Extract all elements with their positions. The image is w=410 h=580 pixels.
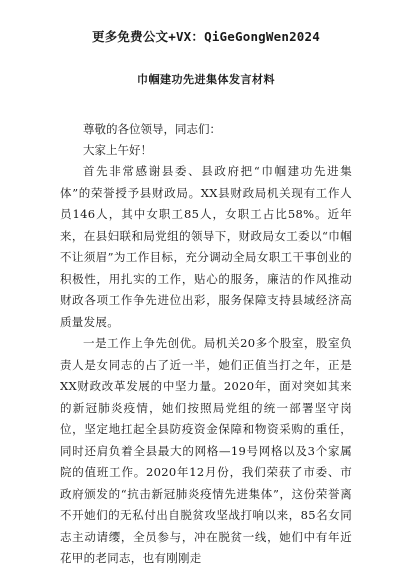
greeting: 大家上午好！: [83, 143, 152, 157]
document-title: 巾帼建功先进集体发言材料: [137, 73, 275, 86]
document-header: 更多免费公文+VX：QiGeGongWen2024: [92, 29, 320, 44]
salutation: 尊敬的各位领导，同志们：: [83, 122, 221, 136]
body-paragraph: 首先非常感谢县委、县政府把“巾帼建功先进集体”的荣誉授予县财政局。XX县财政局机关现有工作人员146人，其中女职工85人，女职工占比58%。近年来，在县妇联和局党组的领导下，财政局女工委以“巾帼不让须眉”为工作目标，充分调动全局女职工干事创业的积极性，用扎实的工作，贴心的服务，廉洁的作风推动财政各项工作争先进位出彩，服务保障支持县域经济高质量发展。: [60, 164, 352, 329]
body-paragraph: 一是工作上争先创优。局机关20多个股室，股室负责人是女同志的占了近一半，她们正值当打之年，正是XX财政改革发展的中坚力量。2020年，面对突如其来的新冠肺炎疫情，她们按照局党组的统一部署坚守岗位，坚定地扛起全县防疫资金保障和物资采购的重任，同时还肩负着全县最大的网格—19号网格以及3个家属院的值班工作。2020年12月份，我们荣获了市委、市政府颁发的“抗击新冠肺炎疫情先进集体”，这份荣誉离不开她们的无私付出自脱贫攻坚战打响以来，85名女同志主动请缨，全员参与，冲在脱贫一线，她们中有年近花甲的老同志，也有刚刚走: [60, 336, 352, 565]
